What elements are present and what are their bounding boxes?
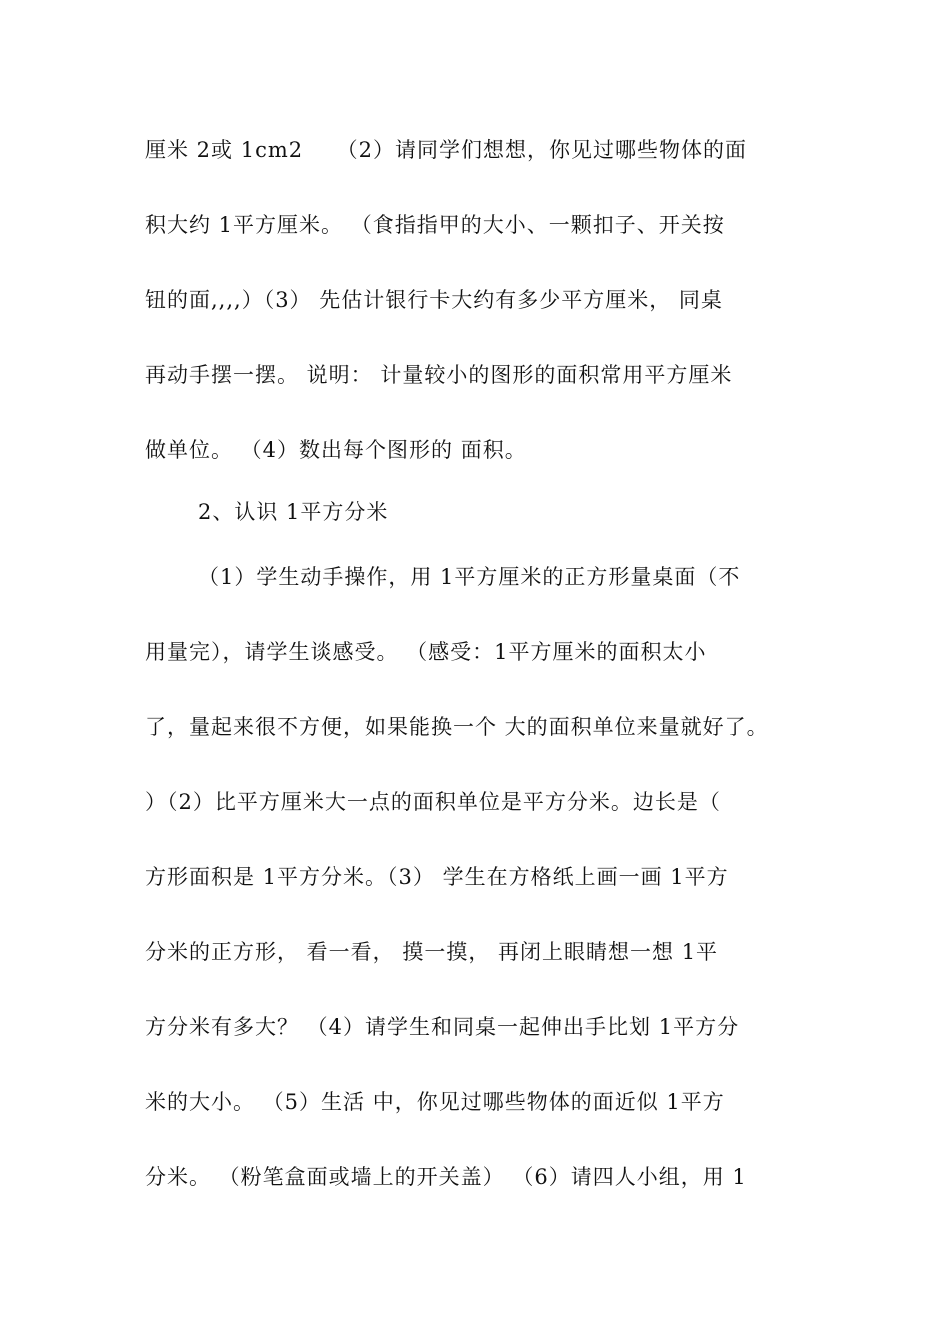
text-line: 厘米 2或 1cm2 （2）请同学们想想，你见过哪些物体的面 [145, 138, 747, 162]
text-line: ）（2）比平方厘米大一点的面积单位是平方分米。边长是（ [145, 790, 721, 814]
text-line: 方形面积是 1平方分米。（3） 学生在方格纸上画一画 1平方 [145, 865, 729, 889]
text-line: 钮的面,,,,）（3） 先估计银行卡大约有多少平方厘米， 同桌 [145, 288, 723, 312]
text-line: 了，量起来很不方便，如果能换一个 大的面积单位来量就好了。 [145, 715, 769, 739]
text-line: 米的大小。 （5）生活 中，你见过哪些物体的面近似 1平方 [145, 1090, 725, 1114]
text-line: 做单位。 （4）数出每个图形的 面积。 [145, 438, 527, 462]
text-line: 分米。 （粉笔盒面或墙上的开关盖） （6）请四人小组，用 1 [145, 1165, 747, 1189]
text-line: 方分米有多大？ （4）请学生和同桌一起伸出手比划 1平方分 [145, 1015, 740, 1039]
text-line: 再动手摆一摆。 说明： 计量较小的图形的面积常用平方厘米 [145, 363, 733, 387]
section-heading: 2、认识 1平方分米 [198, 500, 389, 524]
text-line: 用量完），请学生谈感受。 （感受：1平方厘米的面积太小 [145, 640, 707, 664]
text-line: （1）学生动手操作，用 1平方厘米的正方形量桌面（不 [198, 565, 741, 589]
text-line: 积大约 1平方厘米。 （食指指甲的大小、一颗扣子、开关按 [145, 213, 725, 237]
text-line: 分米的正方形， 看一看， 摸一摸， 再闭上眼睛想一想 1平 [145, 940, 719, 964]
